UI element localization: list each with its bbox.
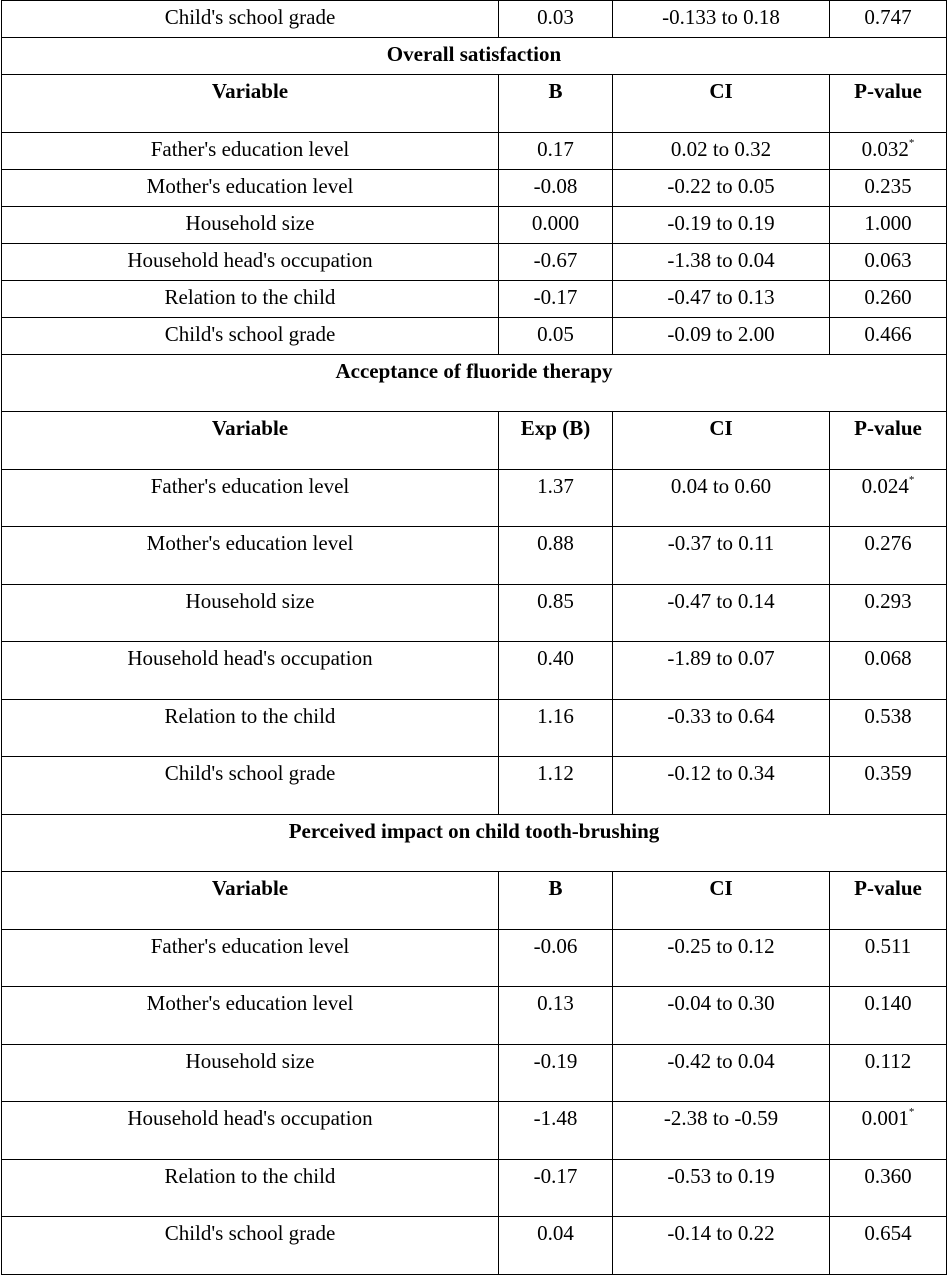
- coefficient-cell: 1.12: [499, 757, 613, 815]
- column-header-ci: CI: [613, 872, 830, 930]
- p-value-cell: [830, 243, 947, 280]
- ci-cell: 0.02 to 0.32: [613, 132, 830, 169]
- ci-cell: -0.133 to 0.18: [613, 1, 830, 38]
- ci-cell: -0.14 to 0.22: [613, 1217, 830, 1275]
- variable-cell: Father's education level: [2, 469, 499, 527]
- significance-mark: *: [908, 1106, 915, 1118]
- variable-cell: Child's school grade: [2, 317, 499, 354]
- column-header-p-value: P-value: [830, 872, 947, 930]
- ci-cell: -0.37 to 0.11: [613, 527, 830, 585]
- p-value-text: 0.235: [864, 173, 912, 198]
- variable-cell: Household head's occupation: [2, 642, 499, 700]
- p-value-cell: [830, 527, 947, 585]
- ci-cell: -0.12 to 0.34: [613, 757, 830, 815]
- ci-cell: -1.89 to 0.07: [613, 642, 830, 700]
- column-header-coefficient: B: [499, 872, 613, 930]
- coefficient-cell: 0.05: [499, 317, 613, 354]
- coefficient-cell: 1.37: [499, 469, 613, 527]
- coefficient-cell: -0.06: [499, 929, 613, 987]
- ci-cell: -0.47 to 0.13: [613, 280, 830, 317]
- table-row: [2, 169, 947, 206]
- table-row: [2, 527, 947, 585]
- table-row: [2, 1, 947, 38]
- table-row: [2, 469, 947, 527]
- ci-cell: -0.33 to 0.64: [613, 699, 830, 757]
- table-row: [2, 1217, 947, 1275]
- table-row: [2, 584, 947, 642]
- column-header-coefficient: Exp (B): [499, 412, 613, 470]
- variable-cell: Mother's education level: [2, 527, 499, 585]
- coefficient-cell: -0.19: [499, 1044, 613, 1102]
- p-value-text: 0.359: [864, 761, 912, 785]
- p-value-text: 0.001: [861, 1106, 909, 1130]
- section-title: Overall satisfaction: [2, 38, 947, 75]
- section-title-row: [2, 814, 947, 872]
- ci-cell: -0.42 to 0.04: [613, 1044, 830, 1102]
- ci-cell: -0.22 to 0.05: [613, 169, 830, 206]
- variable-cell: Relation to the child: [2, 699, 499, 757]
- p-value-cell: [830, 1044, 947, 1102]
- p-value-cell: [830, 699, 947, 757]
- regression-table: [1, 0, 947, 1275]
- p-value-cell: [830, 1102, 947, 1160]
- ci-cell: 0.04 to 0.60: [613, 469, 830, 527]
- column-header-variable: Variable: [2, 75, 499, 133]
- p-value-cell: [830, 317, 947, 354]
- coefficient-cell: 0.88: [499, 527, 613, 585]
- variable-cell: Father's education level: [2, 132, 499, 169]
- coefficient-cell: 0.000: [499, 206, 613, 243]
- p-value-cell: [830, 987, 947, 1045]
- table-row: [2, 243, 947, 280]
- table-row: [2, 132, 947, 169]
- p-value-cell: [830, 642, 947, 700]
- variable-cell: Mother's education level: [2, 169, 499, 206]
- significance-mark: *: [908, 473, 915, 486]
- table-row: [2, 1159, 947, 1217]
- table-row: [2, 206, 947, 243]
- p-value-text: 0.466: [864, 321, 912, 346]
- p-value-text: 0.654: [864, 1221, 912, 1245]
- header-row: [2, 412, 947, 470]
- p-value-cell: [830, 1159, 947, 1217]
- section-title-row: [2, 354, 947, 412]
- coefficient-cell: 0.03: [499, 1, 613, 38]
- p-value-text: 0.063: [864, 247, 912, 272]
- p-value-text: 0.276: [864, 531, 912, 555]
- variable-cell: Household size: [2, 206, 499, 243]
- header-row: [2, 75, 947, 133]
- ci-cell: -1.38 to 0.04: [613, 243, 830, 280]
- p-value-cell: [830, 132, 947, 169]
- section-title: Acceptance of fluoride therapy: [2, 354, 947, 412]
- p-value-text: 0.032: [861, 136, 909, 161]
- p-value-cell: [830, 206, 947, 243]
- section-title-row: [2, 38, 947, 75]
- table-row: [2, 699, 947, 757]
- variable-cell: Household head's occupation: [2, 243, 499, 280]
- p-value-text: 0.024: [861, 473, 909, 498]
- column-header-ci: CI: [613, 412, 830, 470]
- ci-cell: -0.47 to 0.14: [613, 584, 830, 642]
- p-value-text: 1.000: [864, 210, 912, 235]
- table-row: [2, 757, 947, 815]
- p-value-cell: [830, 584, 947, 642]
- variable-cell: Relation to the child: [2, 280, 499, 317]
- p-value-text: 0.538: [864, 703, 912, 728]
- section-title: Perceived impact on child tooth-brushing: [2, 814, 947, 872]
- p-value-text: 0.360: [864, 1163, 912, 1188]
- variable-cell: Household size: [2, 584, 499, 642]
- p-value-cell: [830, 1217, 947, 1275]
- p-value-cell: [830, 757, 947, 815]
- table-row: [2, 317, 947, 354]
- column-header-variable: Variable: [2, 412, 499, 470]
- column-header-ci: CI: [613, 75, 830, 133]
- column-header-p-value: P-value: [830, 412, 947, 470]
- variable-cell: Child's school grade: [2, 757, 499, 815]
- p-value-text: 0.747: [864, 5, 912, 29]
- table-row: [2, 929, 947, 987]
- coefficient-cell: -0.17: [499, 280, 613, 317]
- table-row: [2, 987, 947, 1045]
- coefficient-cell: 0.13: [499, 987, 613, 1045]
- variable-cell: Mother's education level: [2, 987, 499, 1045]
- coefficient-cell: 0.04: [499, 1217, 613, 1275]
- ci-cell: -2.38 to -0.59: [613, 1102, 830, 1160]
- p-value-cell: [830, 469, 947, 527]
- coefficient-cell: -0.17: [499, 1159, 613, 1217]
- column-header-p-value: P-value: [830, 75, 947, 133]
- column-header-coefficient: B: [499, 75, 613, 133]
- p-value-text: 0.260: [864, 284, 912, 309]
- table-row: [2, 280, 947, 317]
- coefficient-cell: -1.48: [499, 1102, 613, 1160]
- p-value-text: 0.511: [864, 933, 912, 958]
- table-row: [2, 1102, 947, 1160]
- p-value-text: 0.068: [864, 646, 912, 670]
- variable-cell: Household size: [2, 1044, 499, 1102]
- variable-cell: Household head's occupation: [2, 1102, 499, 1160]
- variable-cell: Child's school grade: [2, 1, 499, 38]
- header-row: [2, 872, 947, 930]
- variable-cell: Relation to the child: [2, 1159, 499, 1217]
- coefficient-cell: 0.40: [499, 642, 613, 700]
- p-value-cell: [830, 1, 947, 38]
- coefficient-cell: -0.67: [499, 243, 613, 280]
- ci-cell: -0.19 to 0.19: [613, 206, 830, 243]
- p-value-cell: [830, 169, 947, 206]
- variable-cell: Child's school grade: [2, 1217, 499, 1275]
- ci-cell: -0.04 to 0.30: [613, 987, 830, 1045]
- p-value-text: 0.140: [864, 991, 912, 1015]
- significance-mark: *: [908, 136, 915, 149]
- ci-cell: -0.53 to 0.19: [613, 1159, 830, 1217]
- coefficient-cell: -0.08: [499, 169, 613, 206]
- ci-cell: -0.25 to 0.12: [613, 929, 830, 987]
- variable-cell: Father's education level: [2, 929, 499, 987]
- coefficient-cell: 0.85: [499, 584, 613, 642]
- p-value-cell: [830, 280, 947, 317]
- ci-cell: -0.09 to 2.00: [613, 317, 830, 354]
- table-row: [2, 642, 947, 700]
- column-header-variable: Variable: [2, 872, 499, 930]
- p-value-text: 0.293: [864, 588, 912, 613]
- p-value-text: 0.112: [864, 1048, 912, 1073]
- coefficient-cell: 1.16: [499, 699, 613, 757]
- coefficient-cell: 0.17: [499, 132, 613, 169]
- table-row: [2, 1044, 947, 1102]
- p-value-cell: [830, 929, 947, 987]
